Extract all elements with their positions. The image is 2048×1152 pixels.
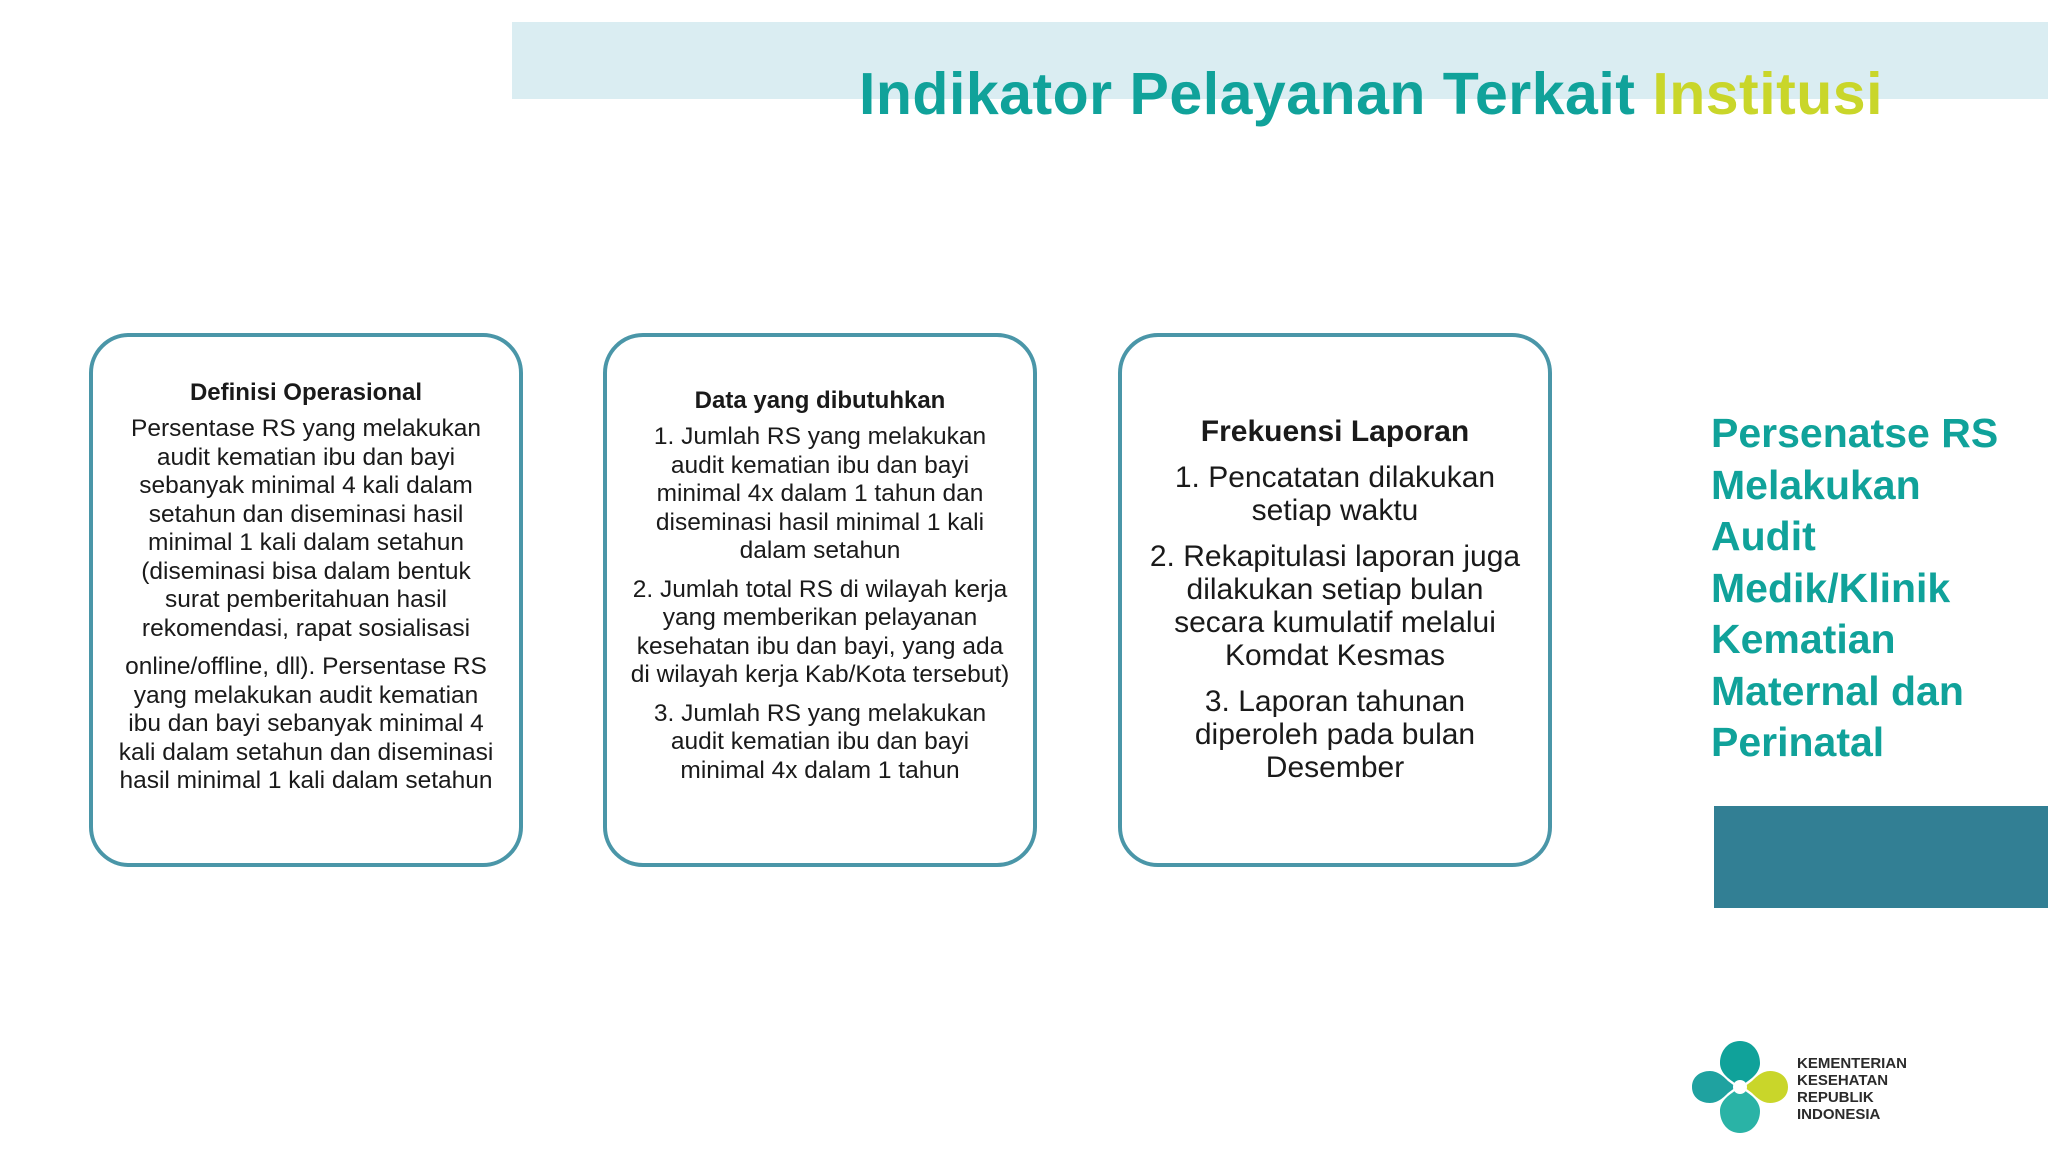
card-list-item: 3. Jumlah RS yang melakukan audit kematian ibu dan bayi minimal 4x dalam 1 tahun xyxy=(653,699,987,784)
card-paragraph: online/offline, dll). Persentase RS yang melakukan audit kematian ibu dan bayi sebanyak minimal 4 kali dalam setahun dan diseminasi hasil minimal 1 kali dalam setahun xyxy=(118,653,494,794)
card-definisi-operasional xyxy=(89,333,523,867)
card-list-item: 2. Jumlah total RS di wilayah kerja yang memberikan pelayanan kesehatan ibu dan bayi, yang ada di wilayah kerja Kab/Kota tersebut) xyxy=(630,575,1010,688)
card-heading: Frekuensi Laporan xyxy=(1200,415,1470,448)
card-paragraph: Persentase RS yang melakukan audit kematian ibu dan bayi sebanyak minimal 4 kali dalam setahun dan diseminasi hasil minimal 1 kali dalam setahun (diseminasi bisa dalam bentuk surat pemberitahuan hasil rekomendasi, rapat sosialisasi xyxy=(131,415,481,642)
logo-line: KESEHATAN xyxy=(1797,1072,1889,1089)
card-list-item: 2. Rekapitulasi laporan juga dilakukan setiap bulan secara kumulatif melalui Komdat Kesmas xyxy=(1149,540,1521,672)
card-frekuensi-laporan xyxy=(1118,333,1552,867)
page-title-main: Indikator Pelayanan Terkait xyxy=(859,61,1653,127)
card-list-item: 1. Pencatatan dilakukan setiap waktu xyxy=(1174,461,1496,527)
logo-line: REPUBLIK xyxy=(1797,1089,1874,1106)
logo-line: INDONESIA xyxy=(1797,1106,1881,1123)
card-data-dibutuhkan xyxy=(603,333,1037,867)
side-heading: Persenatse RS Melakukan Audit Medik/Klinik Kematian Maternal dan Perinatal xyxy=(1711,410,1999,765)
card-list-item: 1. Jumlah RS yang melakukan audit kematian ibu dan bayi minimal 4x dalam 1 tahun dan diseminasi hasil minimal 1 kali dalam setahun xyxy=(653,423,987,564)
page-title-accent: Institusi xyxy=(1652,61,1883,127)
card-heading: Data yang dibutuhkan xyxy=(694,387,946,414)
logo-line: KEMENTERIAN xyxy=(1797,1055,1908,1072)
side-accent-block xyxy=(1714,806,2048,908)
logo-wordmark xyxy=(1797,1055,1927,1123)
card-list-item: 3. Laporan tahunan diperoleh pada bulan Desember xyxy=(1194,685,1476,784)
card-heading: Definisi Operasional xyxy=(189,379,423,406)
kemenkes-logo-icon xyxy=(1688,1037,1792,1137)
page-title xyxy=(859,60,1883,128)
